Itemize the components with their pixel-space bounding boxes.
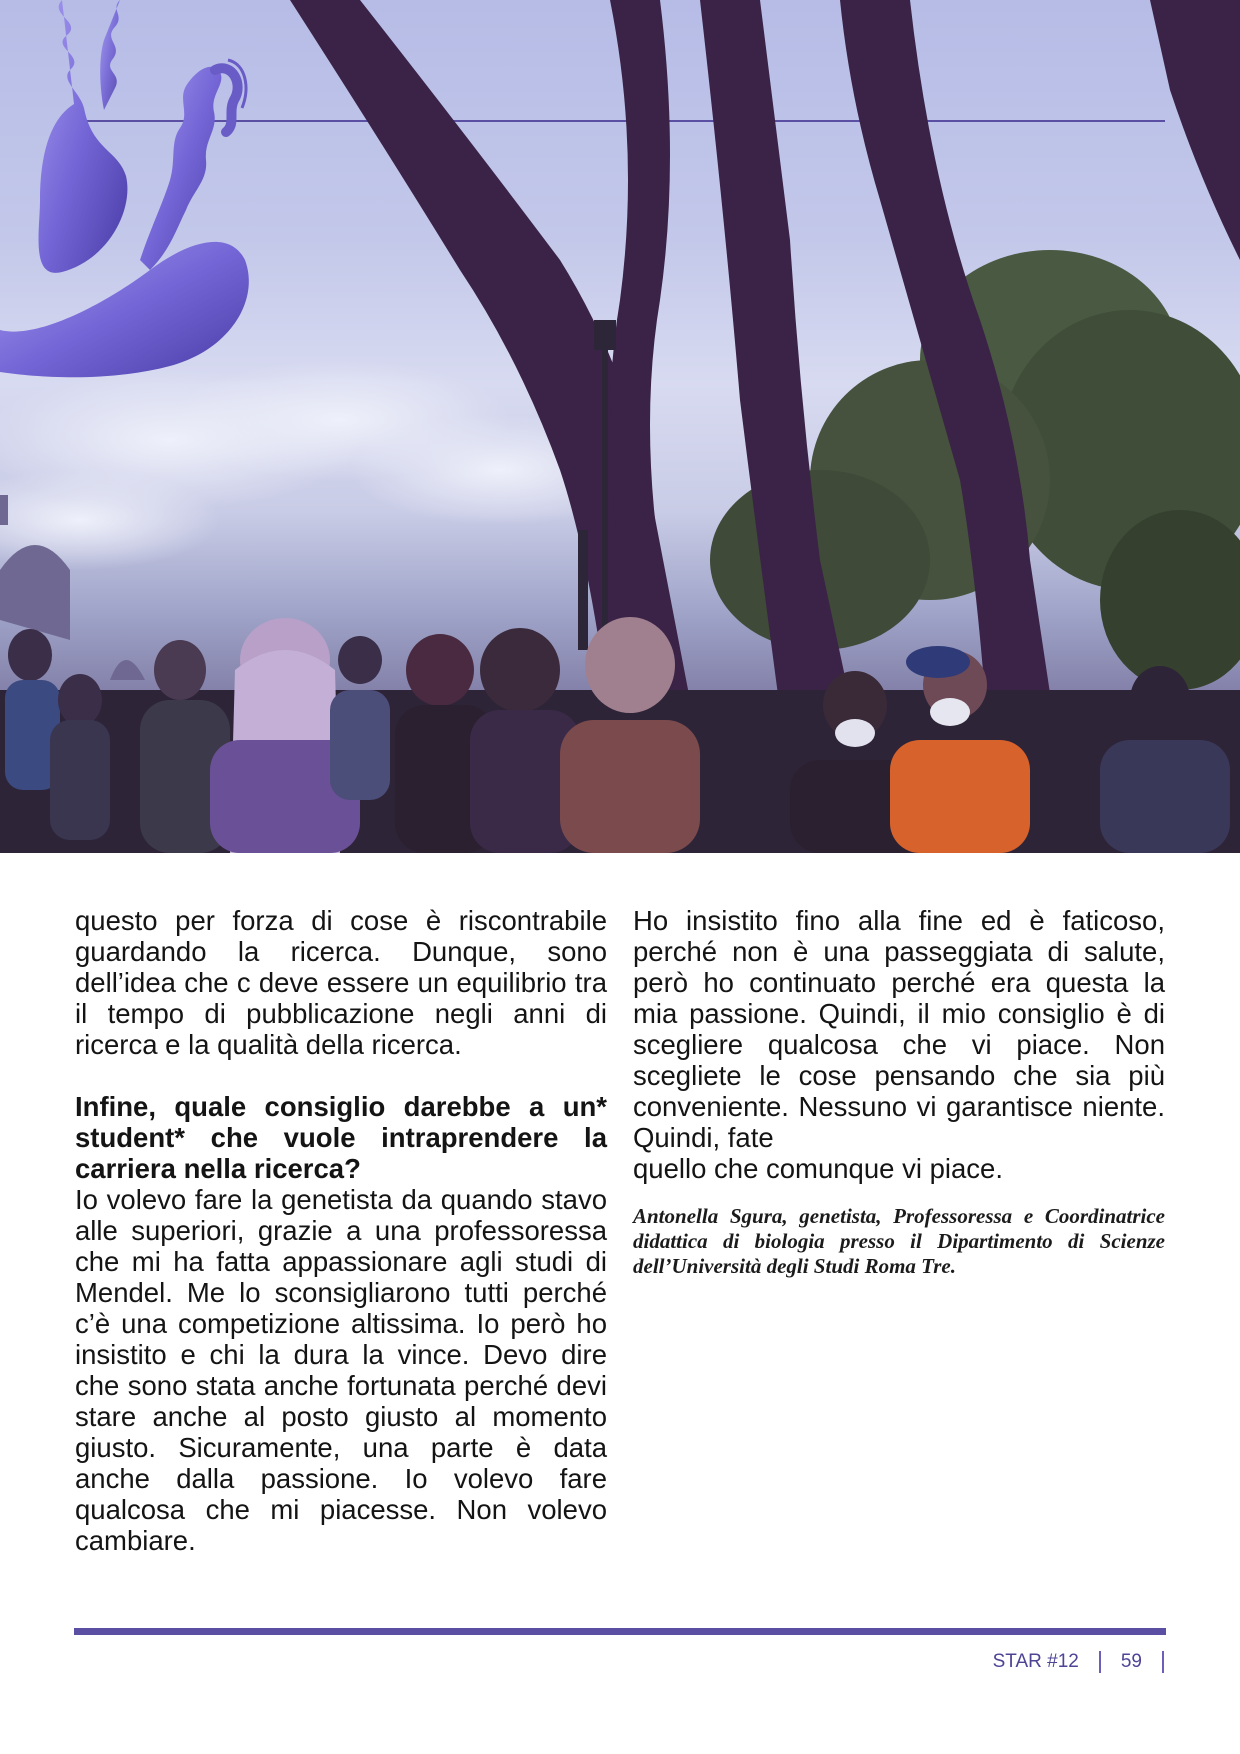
- hero-illustration: [0, 0, 1240, 853]
- footer-separator: [1162, 1651, 1164, 1673]
- purple-sculpture: [0, 0, 249, 377]
- page-number: 59: [1120, 1651, 1142, 1672]
- author-bio: Antonella Sgura, genetista, Professoressa e Coordinatrice didattica di biologia presso il Dipartimento di Scienze dell’Università degli Studi Roma Tre.: [633, 1204, 1165, 1278]
- footer-separator: [1099, 1651, 1101, 1673]
- left-column: [75, 905, 607, 1556]
- footer-rule: [74, 1628, 1166, 1635]
- page-footer: [993, 1648, 1164, 1676]
- right-column: [633, 905, 1165, 1279]
- paragraph: Ho insistito fino alla fine ed è faticoso, perché non è una passeggiata di salute, però ho continuato perché era questa la mia passione. Quindi, il mio consiglio è di scegliere qualcosa che vi piace. Non scegliete le cose pensando che sia più conveniente. Nessuno vi garantisce niente. Quindi, fate: [633, 905, 1165, 1153]
- crowd: [0, 617, 1240, 853]
- interview-answer: Io volevo fare la genetista da quando stavo alle superiori, grazie a una professoressa che mi ha fatta appassionare agli studi di Mendel. Me lo sconsigliarono tutti perché c’è una competizione altissima. Io però ho insistito e chi la dura la vince. Devo dire che sono stata anche fortunata perché devi stare anche al posto giusto al momento giusto. Sicuramente, una parte è data anche dalla passione. Io volevo fare qualcosa che mi piacesse. Non volevo cambiare.: [75, 1184, 607, 1556]
- magazine-issue: STAR #12: [992, 1651, 1079, 1672]
- paragraph: questo per forza di cose è riscontrabile guardando la ricerca. Dunque, sono dell’idea che c deve essere un equilibrio tra il tempo di pubblicazione negli anni di ricerca e la qualità della ricerca.: [75, 905, 607, 1060]
- paragraph: quello che comunque vi piace.: [633, 1153, 1003, 1184]
- interview-question: Infine, quale consiglio darebbe a un* student* che vuole intraprendere la carriera nella ricerca?: [75, 1091, 607, 1184]
- hero-photo: [0, 0, 1240, 853]
